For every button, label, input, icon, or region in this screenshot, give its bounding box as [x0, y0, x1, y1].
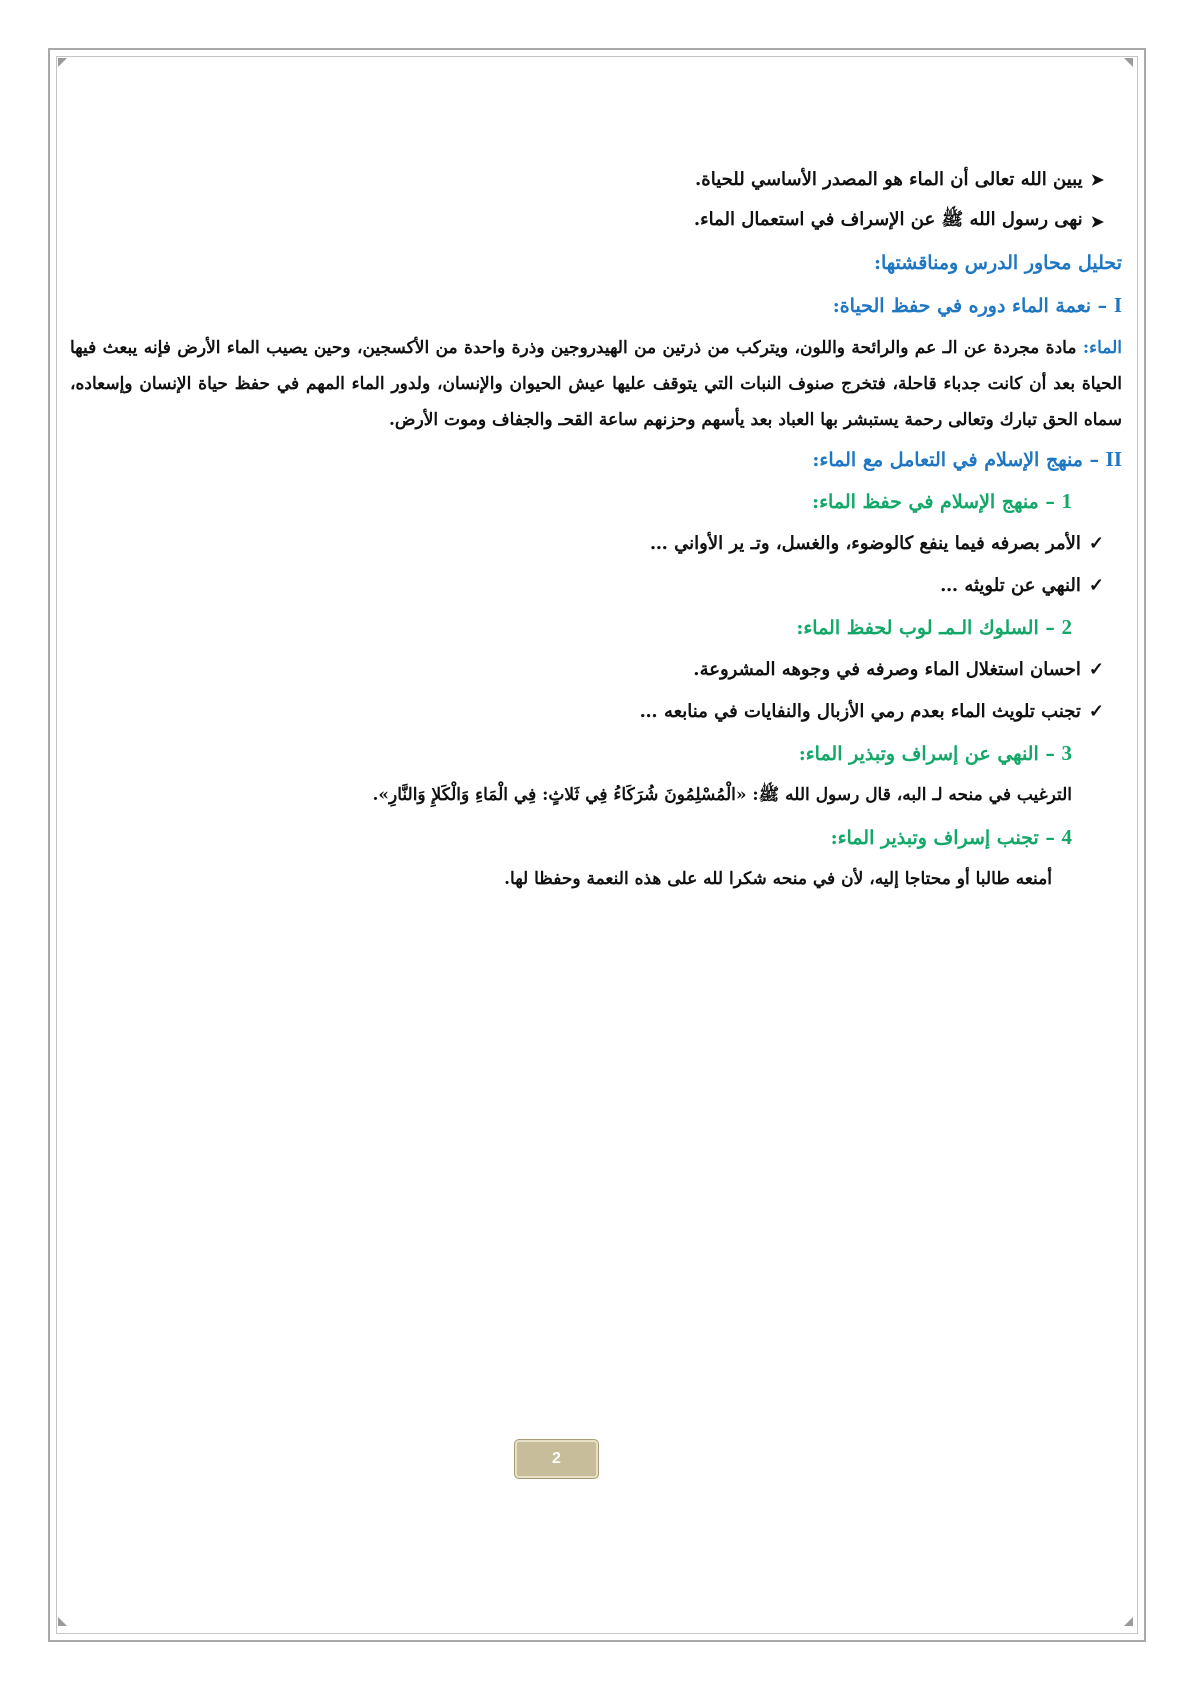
- corner-ornament-top-right: [1124, 58, 1133, 67]
- section-1-heading: I – نعمة الماء دوره في حفظ الحياة:: [832, 293, 1122, 317]
- check-icon: ✓: [1088, 532, 1104, 554]
- check-item-text: النهي عن تلويثه …: [940, 574, 1081, 596]
- water-term: الماء:: [1082, 338, 1123, 358]
- section-1-title: نعمة الماء دوره في حفظ الحياة:: [832, 295, 1092, 317]
- water-definition-text: مادة مجردة عن الـ عم والرائحة واللون، ويتركب من ذرتين من الهيدروجين وذرة واحدة من الأكسجين، وحين يصيب الماء الأرض فإنه يبعث فيها الحياة بعد أن كانت جدباء قاحلة، فتخرج صنوف النبات التي يتوقف عليها عيش الحيوان والإنسان، ولدور الماء المهم في حفظ حياة الإنسان وإسعاده، سماه الحق تبارك وتعالى رحمة يستبشر بها العباد بعد يأسهم وحزنهم ساعة القحـ والجفاف وموت الأرض.: [70, 338, 1122, 430]
- subsection-2-title: السلوك الـمـ لوب لحفظ الماء:: [796, 617, 1039, 639]
- section-2-numeral: II: [1105, 447, 1122, 471]
- corner-ornament-bottom-left: [58, 1617, 67, 1626]
- page-number-badge: 2: [515, 1440, 598, 1478]
- water-definition-paragraph: [70, 330, 1122, 438]
- check-item-text: تجنب تلويث الماء بعدم رمي الأزبال والنفايات في منابعه …: [639, 700, 1081, 722]
- section-2-title: منهج الإسلام في التعامل مع الماء:: [812, 449, 1083, 471]
- analysis-heading: تحليل محاور الدرس ومناقشتها:: [873, 252, 1122, 274]
- subsection-4-heading: 4 – تجنب إسراف وتبذير الماء:: [830, 825, 1072, 849]
- intro-bullet-text: نهى رسول الله ﷺ عن الإسراف في استعمال الماء.: [693, 209, 1083, 230]
- corner-ornament-top-left: [58, 58, 67, 67]
- subsection-3-number: 3: [1061, 741, 1072, 765]
- corner-ornament-bottom-right: [1124, 1617, 1133, 1626]
- intro-bullet: [70, 200, 1104, 242]
- arrow-bullet-icon: ➤: [1090, 211, 1104, 231]
- document-body: [70, 158, 1122, 900]
- subsection-2-heading: 2 – السلوك الـمـ لوب لحفظ الماء:: [796, 615, 1072, 639]
- subsection-4-number: 4: [1061, 825, 1072, 849]
- check-item: [70, 522, 1104, 564]
- subsection-4-text: أمنعه طالبا أو محتاجا إليه، لأن في منحه شكرا لله على هذه النعمة وحفظا لها.: [504, 869, 1052, 889]
- subsection-3-title: النهي عن إسراف وتبذير الماء:: [798, 743, 1039, 765]
- check-item: [70, 564, 1104, 606]
- subsection-4-title: تجنب إسراف وتبذير الماء:: [830, 827, 1039, 849]
- intro-bullet-text: يبين الله تعالى أن الماء هو المصدر الأساسي للحياة.: [695, 168, 1083, 190]
- section-2-heading: II – منهج الإسلام في التعامل مع الماء:: [812, 447, 1122, 471]
- section-1-numeral: I: [1113, 293, 1122, 317]
- check-item-text: الأمر بصرفه فيما ينفع كالوضوء، والغسل، وتـ ير الأواني …: [649, 532, 1081, 554]
- subsection-1-heading: 1 – منهج الإسلام في حفظ الماء:: [812, 489, 1072, 513]
- subsection-1-number: 1: [1061, 489, 1072, 513]
- hadith-text: الترغيب في منحه لـ البه، قال رسول الله ﷺ: «الْمُسْلِمُونَ شُرَكَاءُ فِي ثَلاثٍ: فِي الْمَاءِ وَالْكَلإِ وَالنَّارِ».: [372, 785, 1072, 805]
- subsection-1-title: منهج الإسلام في حفظ الماء:: [812, 491, 1039, 513]
- check-icon: ✓: [1088, 658, 1104, 680]
- check-icon: ✓: [1088, 700, 1104, 722]
- intro-bullet: [70, 158, 1104, 200]
- check-icon: ✓: [1088, 574, 1104, 596]
- check-item: [70, 648, 1104, 690]
- check-item: [70, 690, 1104, 732]
- subsection-3-heading: 3 – النهي عن إسراف وتبذير الماء:: [798, 741, 1072, 765]
- subsection-2-number: 2: [1061, 615, 1072, 639]
- check-item-text: احسان استغلال الماء وصرفه في وجوهه المشروعة.: [693, 658, 1081, 680]
- arrow-bullet-icon: ➤: [1090, 169, 1104, 189]
